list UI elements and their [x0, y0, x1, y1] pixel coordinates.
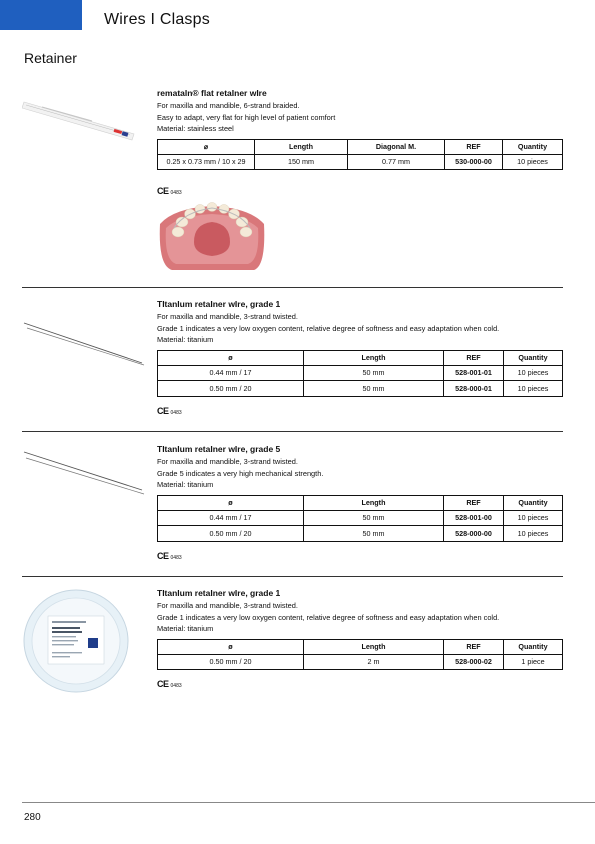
- footer-rule: [22, 802, 595, 803]
- product-description-line: Grade 1 indicates a very low oxygen content, relative degree of softness and easy adaptation when cold.: [157, 612, 500, 622]
- table-row: [158, 381, 563, 397]
- cell-quantity: 10 pieces: [504, 510, 563, 526]
- header-color-block: [0, 0, 82, 30]
- col-header: Diagonal M.: [348, 139, 445, 154]
- spec-table: [157, 139, 563, 171]
- cell-diameter: 0.44 mm / 17: [158, 510, 304, 526]
- wire-package-image: [22, 94, 142, 153]
- ce-marking: [157, 406, 563, 416]
- ce-number: 0483: [170, 554, 182, 561]
- wire-image: [22, 319, 147, 374]
- product-description-line: Grade 1 indicates a very low oxygen content, relative degree of softness and easy adaptation when cold.: [157, 323, 500, 333]
- product-name: TItanIum retaIner wIre, grade 1: [157, 588, 281, 598]
- product-description-line: For maxilla and mandible, 3-strand twisted.: [157, 312, 298, 321]
- cell-ref: 528-000-02: [444, 654, 504, 670]
- cell-diameter: 0.25 x 0.73 mm / 10 x 29: [158, 154, 255, 170]
- col-header: Length: [304, 495, 444, 510]
- cell-length: 50 mm: [304, 526, 444, 542]
- cell-diameter: 0.50 mm / 20: [158, 526, 304, 542]
- cell-ref: 530-000-00: [445, 154, 503, 170]
- cell-ref: 528-001-00: [444, 510, 504, 526]
- cell-diameter: 0.50 mm / 20: [158, 381, 304, 397]
- ce-number: 0483: [170, 683, 182, 689]
- table-row: [158, 154, 563, 170]
- product-name: remataln® flat retaIner wIre: [157, 88, 267, 98]
- spec-table: [157, 639, 563, 671]
- ce-mark-icon: CE: [157, 550, 169, 561]
- product-description-line: For maxilla and mandible, 3-strand twisted.: [157, 601, 298, 610]
- diameter-header: ø: [158, 350, 304, 365]
- cell-length: 150 mm: [255, 154, 348, 170]
- diameter-header-icon: ⌀: [158, 139, 255, 154]
- cell-quantity: 10 pieces: [504, 381, 563, 397]
- col-header: REF: [444, 350, 504, 365]
- cell-quantity: 10 pieces: [504, 526, 563, 542]
- chapter-title: Wires I Clasps: [104, 11, 210, 28]
- col-header: Quantity: [504, 639, 563, 654]
- cell-diameter: 0.50 mm / 20: [158, 654, 304, 670]
- product-name: TItanIum retaIner wIre, grade 1: [157, 299, 281, 309]
- dental-model-image: [154, 194, 269, 279]
- table-row: [158, 365, 563, 381]
- col-header: Length: [304, 639, 444, 654]
- cell-quantity: 10 pieces: [504, 365, 563, 381]
- product-description-line: Easy to adapt, very flat for high level of patient comfort: [157, 112, 336, 122]
- wire-spool-image: [22, 588, 130, 699]
- product-material: Material: titanium: [157, 624, 214, 633]
- col-header: REF: [445, 139, 503, 154]
- col-header: REF: [444, 639, 504, 654]
- cell-length: 50 mm: [304, 381, 444, 397]
- cell-ref: 528-001-01: [444, 365, 504, 381]
- ce-number: 0483: [170, 190, 182, 196]
- page-number: 280: [24, 812, 41, 823]
- col-header: Quantity: [504, 495, 563, 510]
- table-header-row: [158, 639, 563, 654]
- table-header-row: [158, 495, 563, 510]
- cell-length: 2 m: [304, 654, 444, 670]
- table-row: [158, 526, 563, 542]
- section-divider: [22, 287, 563, 288]
- cell-ref: 528-000-01: [444, 381, 504, 397]
- cell-ref: 528-000-00: [444, 526, 504, 542]
- product-description-line: Grade 5 indicates a very high mechanical strength.: [157, 468, 324, 478]
- product-description-line: For maxilla and mandible, 6-strand braided.: [157, 101, 300, 110]
- product-description-line: For maxilla and mandible, 3-strand twisted.: [157, 457, 298, 466]
- section-divider: [22, 576, 563, 577]
- ce-marking: [157, 551, 563, 561]
- ce-mark-icon: CE: [157, 405, 169, 416]
- product-material: Material: stainless steel: [157, 124, 234, 133]
- cell-length: 50 mm: [304, 365, 444, 381]
- col-header: Quantity: [504, 350, 563, 365]
- product-material: Material: titanium: [157, 480, 214, 489]
- spec-table: [157, 350, 563, 397]
- spec-table: [157, 495, 563, 542]
- section-title: Retainer: [24, 50, 77, 66]
- ce-number: 0483: [170, 409, 182, 416]
- table-row: [158, 654, 563, 670]
- ce-mark-icon: CE: [157, 679, 169, 689]
- cell-diameter: 0.44 mm / 17: [158, 365, 304, 381]
- product-material: Material: titanium: [157, 335, 214, 344]
- ce-mark-icon: CE: [157, 186, 169, 196]
- product-name: TItanIum retaIner wIre, grade 5: [157, 444, 281, 454]
- wire-image: [22, 448, 147, 503]
- cell-quantity: 1 piece: [504, 654, 563, 670]
- col-header: Length: [255, 139, 348, 154]
- table-header-row: [158, 350, 563, 365]
- table-header-row: [158, 139, 563, 154]
- cell-diagonal: 0.77 mm: [348, 154, 445, 170]
- col-header: REF: [444, 495, 504, 510]
- diameter-header: ø: [158, 639, 304, 654]
- diameter-header: ø: [158, 495, 304, 510]
- col-header: Quantity: [503, 139, 563, 154]
- cell-length: 50 mm: [304, 510, 444, 526]
- ce-marking: [157, 679, 563, 689]
- table-row: [158, 510, 563, 526]
- col-header: Length: [304, 350, 444, 365]
- cell-quantity: 10 pieces: [503, 154, 563, 170]
- section-divider: [22, 431, 563, 432]
